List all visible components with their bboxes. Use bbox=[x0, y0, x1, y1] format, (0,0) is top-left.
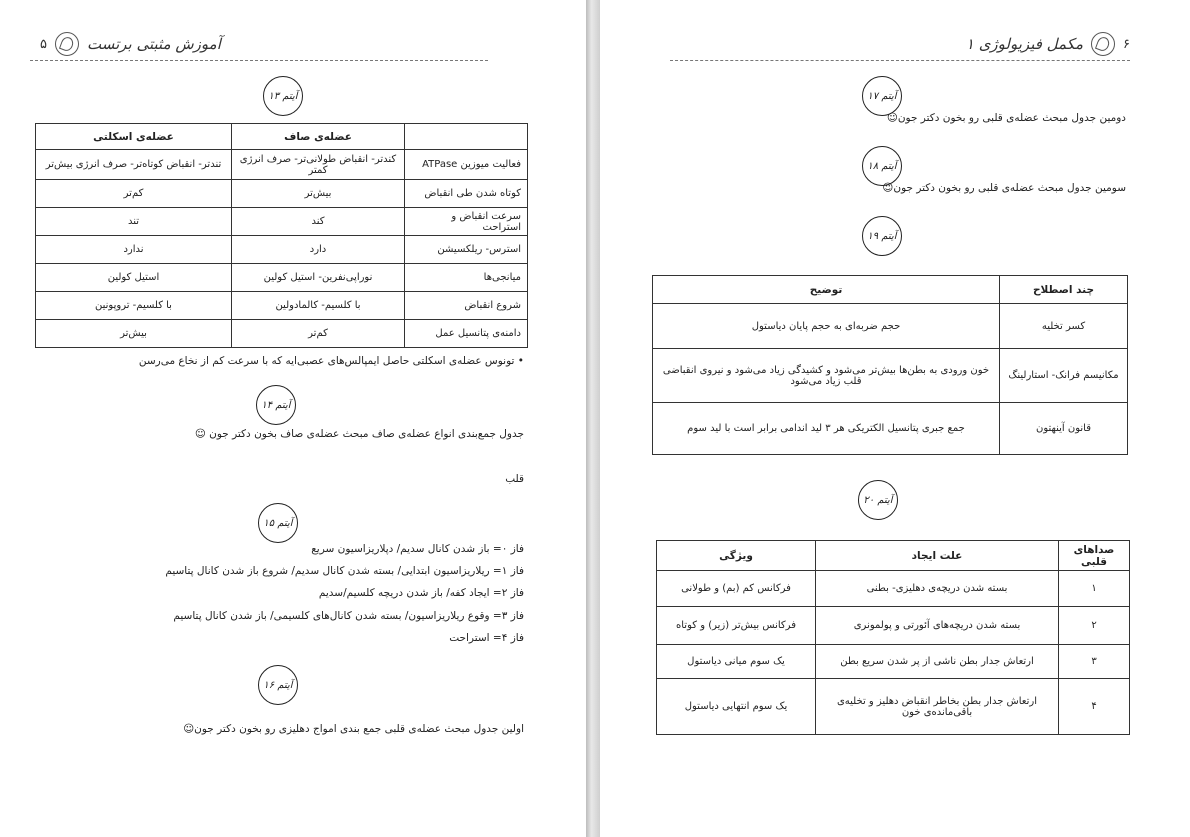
left-page-header bbox=[40, 32, 221, 56]
table-header-cell: توضیح bbox=[653, 276, 1000, 304]
table-row bbox=[657, 571, 1130, 607]
table-cell: نوراپی‌نفرین- استیل کولین bbox=[232, 264, 405, 292]
table-cell: قانون آینهتون bbox=[1000, 403, 1128, 455]
phase-line: فاز ۴= استراحت bbox=[449, 632, 524, 644]
table-row bbox=[653, 304, 1128, 349]
item-13-badge: آیتم ۱۳ bbox=[263, 76, 303, 116]
table-cell: فرکانس کم (بم) و طولانی bbox=[657, 571, 816, 607]
table-cell: شروع انقباض bbox=[405, 292, 528, 320]
table-cell: کم‌تر bbox=[232, 320, 405, 348]
table-cell: ارتعاش جدار بطن ناشی از پر شدن سریع بطن bbox=[816, 645, 1059, 679]
item-18-badge: آیتم ۱۸ bbox=[862, 146, 902, 186]
right-page bbox=[600, 0, 1190, 837]
page-number: ۵ bbox=[40, 36, 47, 52]
table-cell: استرس- ریلکسیشن bbox=[405, 236, 528, 264]
table-header-row bbox=[653, 276, 1128, 304]
table-row bbox=[36, 264, 528, 292]
item-18-text: سومین جدول مبحث عضله‌ی قلبی رو بخون دکتر جون☺ bbox=[882, 182, 1126, 194]
tonus-note-text: تونوس عضله‌ی اسکلتی حاصل ایمپالس‌های عصبی‌ایه که با سرعت کم از نخاع می‌رسن bbox=[138, 355, 515, 367]
book-logo-icon bbox=[55, 32, 79, 56]
item-14-text: جدول جمع‌بندی انواع عضله‌ی صاف مبحث عضله‌ی صاف بخون دکتر جون ☺ bbox=[194, 428, 524, 440]
item-14-badge: آیتم ۱۴ bbox=[256, 385, 296, 425]
table-cell: ندارد bbox=[36, 236, 232, 264]
table-header-row bbox=[657, 541, 1130, 571]
table-cell: تندتر- انقباض کوتاه‌تر- صرف انرژی بیش‌تر bbox=[36, 150, 232, 180]
tonus-note bbox=[139, 355, 524, 367]
book-logo-icon bbox=[1091, 32, 1115, 56]
table-header-cell bbox=[405, 124, 528, 150]
table-row bbox=[657, 645, 1130, 679]
table-cell: یک سوم انتهایی دیاستول bbox=[657, 679, 816, 735]
header-title: مکمل فیزیولوژی ۱ bbox=[965, 35, 1084, 53]
table-cell: ارتعاش جدار بطن بخاطر انقباض دهلیز و تخلیه‌ی باقی‌مانده‌ی خون bbox=[816, 679, 1059, 735]
item-17-badge: آیتم ۱۷ bbox=[862, 76, 902, 116]
table-cell: کوتاه شدن طی انقباض bbox=[405, 180, 528, 208]
table-cell: حجم ضربه‌ای به حجم پایان دیاستول bbox=[653, 304, 1000, 349]
table-row bbox=[653, 349, 1128, 403]
table-row bbox=[36, 180, 528, 208]
table-header-cell: چند اصطلاح bbox=[1000, 276, 1128, 304]
table-cell: بیش‌تر bbox=[232, 180, 405, 208]
table-cell: ۳ bbox=[1059, 645, 1130, 679]
table-cell: کم‌تر bbox=[36, 180, 232, 208]
terms-table bbox=[652, 275, 1128, 455]
table-cell: میانجی‌ها bbox=[405, 264, 528, 292]
item-17-text: دومین جدول مبحث عضله‌ی قلبی رو بخون دکتر جون☺ bbox=[886, 112, 1126, 124]
table-row bbox=[36, 236, 528, 264]
table-cell: کند bbox=[232, 208, 405, 236]
table-cell: بسته شدن دریچه‌ی دهلیزی- بطنی bbox=[816, 571, 1059, 607]
table-row bbox=[36, 320, 528, 348]
table-cell: تند bbox=[36, 208, 232, 236]
heart-sounds-table bbox=[656, 540, 1130, 735]
table-cell: دامنه‌ی پتانسیل عمل bbox=[405, 320, 528, 348]
phase-line: فاز ۳= وقوع ریلاریزاسیون/ بسته شدن کانال‌های کلسیمی/ باز شدن کانال پتاسیم bbox=[173, 610, 524, 622]
phase-line: فاز ۱= ریلاریزاسیون ابتدایی/ بسته شدن کانال سدیم/ شروع باز شدن کانال پتاسیم bbox=[165, 565, 524, 577]
table-row bbox=[36, 292, 528, 320]
left-page bbox=[0, 0, 586, 837]
bullet-icon: • bbox=[517, 355, 524, 367]
table-header-cell: صداهای قلبی bbox=[1059, 541, 1130, 571]
table-cell: خون ورودی به بطن‌ها بیش‌تر می‌شود و کشیدگی زیاد می‌شود و نیروی انقباضی قلب زیاد می‌شود bbox=[653, 349, 1000, 403]
header-rule bbox=[670, 60, 1130, 61]
table-row bbox=[653, 403, 1128, 455]
phase-line: فاز ۰= باز شدن کانال سدیم/ دپلاریزاسیون سریع bbox=[311, 543, 524, 555]
table-header-cell: ویژگی bbox=[657, 541, 816, 571]
table-cell: فعالیت میوزین ATPase bbox=[405, 150, 528, 180]
book-gutter bbox=[586, 0, 600, 837]
table-header-cell: عضله‌ی صاف bbox=[232, 124, 405, 150]
table-cell: کسر تخلیه bbox=[1000, 304, 1128, 349]
header-title: آموزش مثبتی برتست bbox=[86, 35, 221, 53]
table-cell: ۲ bbox=[1059, 607, 1130, 645]
table-cell: ۴ bbox=[1059, 679, 1130, 735]
table-cell: کندتر- انقباض طولانی‌تر- صرف انرژی کمتر bbox=[232, 150, 405, 180]
heart-heading: قلب bbox=[505, 473, 524, 485]
right-page-header bbox=[966, 32, 1130, 56]
table-cell: بسته شدن دریچه‌های آئورتی و پولمونری bbox=[816, 607, 1059, 645]
table-cell: سرعت انقباض و استراحت bbox=[405, 208, 528, 236]
table-cell: دارد bbox=[232, 236, 405, 264]
item-16-badge: آیتم ۱۶ bbox=[258, 665, 298, 705]
table-row bbox=[36, 150, 528, 180]
table-header-cell: عضله‌ی اسکلتی bbox=[36, 124, 232, 150]
table-cell: فرکانس بیش‌تر (زیر) و کوتاه bbox=[657, 607, 816, 645]
item-20-badge: آیتم ۲۰ bbox=[858, 480, 898, 520]
table-header-cell: علت ایجاد bbox=[816, 541, 1059, 571]
muscle-comparison-table bbox=[35, 123, 528, 348]
table-cell: جمع جبری پتانسیل الکتریکی هر ۳ لید اندامی برابر است با لید سوم bbox=[653, 403, 1000, 455]
table-cell: مکانیسم فرانک- استارلینگ bbox=[1000, 349, 1128, 403]
table-cell: بیش‌تر bbox=[36, 320, 232, 348]
table-cell: با کلسیم- تروپونین bbox=[36, 292, 232, 320]
header-rule bbox=[30, 60, 488, 61]
table-header-row bbox=[36, 124, 528, 150]
phase-line: فاز ۲= ایجاد کفه/ باز شدن دریچه کلسیم/سدیم bbox=[318, 587, 524, 599]
table-row bbox=[657, 679, 1130, 735]
table-cell: یک سوم میانی دیاستول bbox=[657, 645, 816, 679]
item-19-badge: آیتم ۱۹ bbox=[862, 216, 902, 256]
table-cell: با کلسیم- کالمادولین bbox=[232, 292, 405, 320]
table-cell: استیل کولین bbox=[36, 264, 232, 292]
item-16-text: اولین جدول مبحث عضله‌ی قلبی جمع بندی امواج دهلیزی رو بخون دکتر جون☺ bbox=[183, 723, 524, 735]
table-cell: ۱ bbox=[1059, 571, 1130, 607]
item-15-badge: آیتم ۱۵ bbox=[258, 503, 298, 543]
table-row bbox=[657, 607, 1130, 645]
page-number: ۶ bbox=[1123, 36, 1130, 52]
table-row bbox=[36, 208, 528, 236]
